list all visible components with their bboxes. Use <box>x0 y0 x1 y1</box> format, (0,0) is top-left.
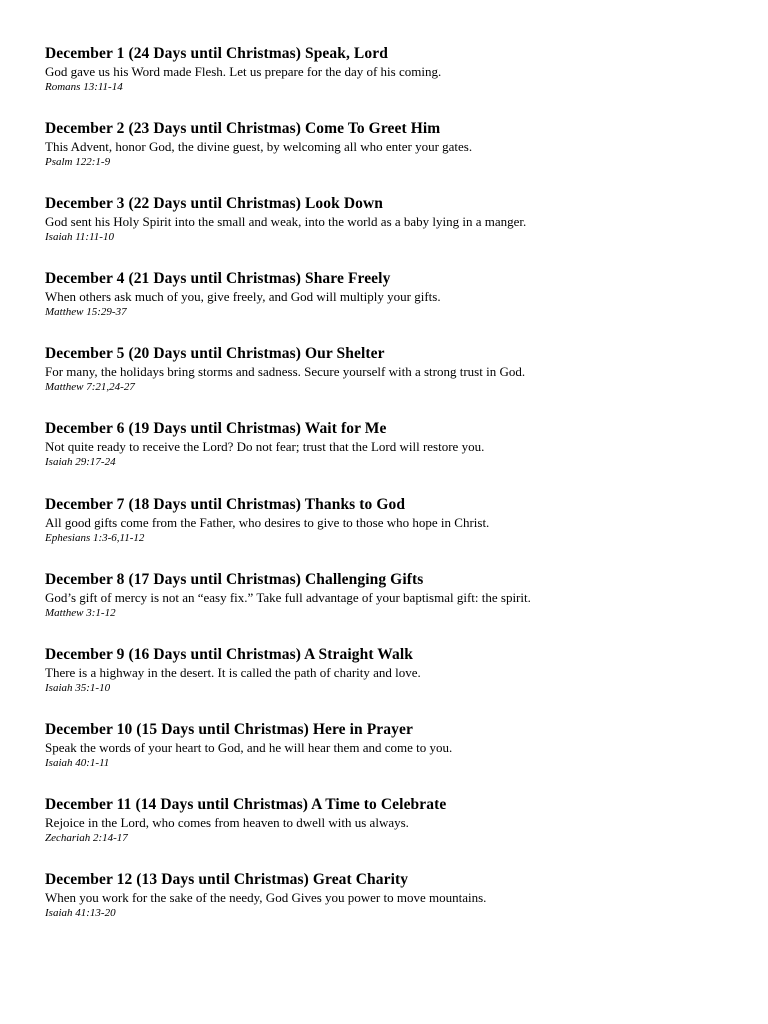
entry-scripture-reference: Psalm 122:1-9 <box>45 156 111 169</box>
entry-title: December 5 (20 Days until Christmas) Our Shelter <box>45 345 385 363</box>
entry-text: All good gifts come from the Father, who desires to give to those who hope in Christ. <box>45 514 490 530</box>
entry-text: There is a highway in the desert. It is called the path of charity and love. <box>45 664 421 680</box>
entry-scripture-reference: Matthew 7:21,24-27 <box>45 381 135 394</box>
entry-text: God gave us his Word made Flesh. Let us prepare for the day of his coming. <box>45 64 442 79</box>
advent-entry-dec-1 <box>45 44 745 119</box>
entry-title: December 4 (21 Days until Christmas) Share Freely <box>45 270 391 288</box>
advent-entry-dec-5 <box>45 344 745 419</box>
entry-text: When others ask much of you, give freely, and God will multiply your gifts. <box>45 289 441 305</box>
entry-title: December 1 (24 Days until Christmas) Speak, Lord <box>45 45 388 62</box>
advent-entry-dec-3 <box>45 194 745 269</box>
entry-scripture-reference: Isaiah 40:1-11 <box>45 756 110 769</box>
entry-title: December 11 (14 Days until Christmas) A Time to Celebrate <box>45 795 447 813</box>
entry-scripture-reference: Isaiah 41:13-20 <box>45 907 116 920</box>
document-page <box>45 44 745 945</box>
entry-scripture-reference: Isaiah 11:11-10 <box>45 231 114 244</box>
entry-scripture-reference: Zechariah 2:14-17 <box>45 831 128 844</box>
entry-scripture-reference: Ephesians 1:3-6,11-12 <box>45 531 145 544</box>
entry-title: December 10 (15 Days until Christmas) Here in Prayer <box>45 720 413 738</box>
entry-text: Speak the words of your heart to God, and he will hear them and come to you. <box>45 739 453 755</box>
entry-text: This Advent, honor God, the divine guest, by welcoming all who enter your gates. <box>45 139 473 155</box>
entry-text: When you work for the sake of the needy, God Gives you power to move mountains. <box>45 890 487 906</box>
advent-entry-dec-2 <box>45 119 745 194</box>
entry-scripture-reference: Matthew 15:29-37 <box>45 306 127 319</box>
advent-entry-dec-10 <box>45 720 745 795</box>
entry-text: For many, the holidays bring storms and sadness. Secure yourself with a strong trust in God. <box>45 364 526 380</box>
entry-text: God sent his Holy Spirit into the small and weak, into the world as a baby lying in a manger. <box>45 214 527 230</box>
advent-entry-dec-11 <box>45 795 745 870</box>
entry-title: December 9 (16 Days until Christmas) A Straight Walk <box>45 645 414 663</box>
entry-text: God’s gift of mercy is not an “easy fix.” Take full advantage of your baptismal gift: the spirit. <box>45 589 531 605</box>
entry-title: December 8 (17 Days until Christmas) Challenging Gifts <box>45 570 424 588</box>
entry-title: December 7 (18 Days until Christmas) Thanks to God <box>45 495 406 513</box>
advent-entry-dec-7 <box>45 495 745 570</box>
advent-entry-dec-4 <box>45 269 745 344</box>
entry-scripture-reference: Matthew 3:1-12 <box>45 606 116 619</box>
advent-entry-dec-9 <box>45 645 745 720</box>
entry-scripture-reference: Isaiah 35:1-10 <box>45 681 111 694</box>
entry-scripture-reference: Isaiah 29:17-24 <box>45 456 116 469</box>
advent-entry-dec-8 <box>45 570 745 645</box>
entry-scripture-reference: Romans 13:11-14 <box>45 81 123 93</box>
entry-title: December 12 (13 Days until Christmas) Great Charity <box>45 871 409 889</box>
advent-entry-dec-12 <box>45 870 745 945</box>
entry-text: Rejoice in the Lord, who comes from heaven to dwell with us always. <box>45 814 409 830</box>
entry-text: Not quite ready to receive the Lord? Do not fear; trust that the Lord will restore you. <box>45 439 485 455</box>
entry-title: December 3 (22 Days until Christmas) Look Down <box>45 195 383 213</box>
entry-title: December 2 (23 Days until Christmas) Come To Greet Him <box>45 120 441 138</box>
advent-entry-dec-6 <box>45 419 745 494</box>
entry-title: December 6 (19 Days until Christmas) Wait for Me <box>45 420 387 438</box>
